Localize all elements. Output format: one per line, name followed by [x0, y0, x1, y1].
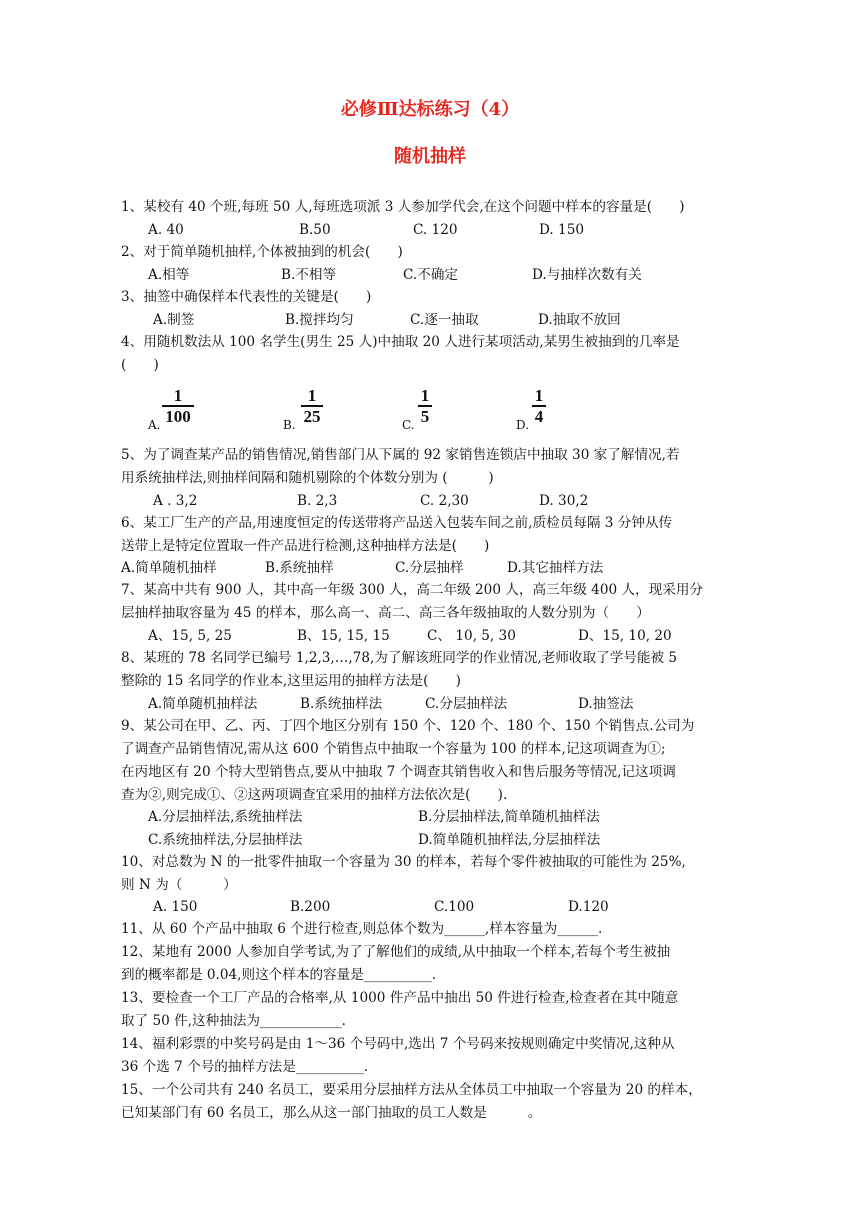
q10-option-a: A. 150 — [153, 899, 198, 915]
question-8: 8、某班的 78 名同学已编号 1,2,3,…,78,为了解该班同学的作业情况,老师收取了学号能被 5 — [121, 650, 678, 666]
q3-option-b: B.搅拌均匀 — [285, 312, 354, 328]
q4-option-a-fraction — [162, 387, 194, 427]
question-7-cont: 层抽样抽取容量为 45 的样本，那么高一、高二、高三各年级抽取的人数分别为（ ） — [121, 605, 650, 621]
question-14: 14、福利彩票的中奖号码是由 1～36 个号码中,选出 7 个号码来按规则确定中奖情况,这种从 — [121, 1036, 675, 1052]
q4-option-b-fraction — [301, 387, 323, 427]
question-6: 6、某工厂生产的产品,用速度恒定的传送带将产品送入包装车间之前,质检员每隔 3 分钟从传 — [121, 515, 673, 531]
question-15: 15、一个公司共有 240 名员工，要采用分层抽样方法从全体员工中抽取一个容量为 20 的样本， — [121, 1082, 702, 1098]
q4-option-c-fraction — [418, 387, 432, 427]
q10-option-b: B.200 — [290, 899, 331, 915]
q8-option-c: C.分层抽样法 — [425, 696, 508, 712]
q5-option-c: C. 2,30 — [420, 493, 469, 509]
fraction-numerator: 1 — [307, 386, 317, 405]
page-title: 必修Ⅲ达标练习（4） — [340, 99, 520, 120]
question-12-cont: 到的概率都是 0.04,则这个样本的容量是__________. — [121, 967, 437, 983]
q9-option-d: D.简单随机抽样法,分层抽样法 — [418, 832, 601, 848]
q7-option-b: B、15, 15, 15 — [297, 628, 390, 644]
fraction-numerator: 1 — [173, 386, 183, 405]
q3-option-a: A.制签 — [153, 312, 195, 328]
question-3: 3、抽签中确保样本代表性的关键是( ) — [121, 289, 372, 305]
q10-option-d: D.120 — [568, 899, 609, 915]
question-9-cont-1: 了调查产品销售情况,需从这 600 个销售点中抽取一个容量为 100 的样本,记这项调查为①; — [121, 741, 666, 757]
fraction-numerator: 1 — [534, 386, 544, 405]
q1-option-c: C. 120 — [413, 222, 458, 238]
question-2: 2、对于简单随机抽样,个体被抽到的机会( ) — [121, 244, 403, 260]
q4-option-a-label: A. — [148, 418, 161, 432]
q2-option-d: D.与抽样次数有关 — [532, 267, 642, 283]
q4-option-d-label: D. — [516, 418, 530, 432]
q4-option-d-fraction — [532, 387, 546, 427]
q10-option-c: C.100 — [434, 899, 475, 915]
question-8-cont: 整除的 15 名同学的作业本,这里运用的抽样方法是( ) — [121, 673, 461, 689]
fraction-denominator: 5 — [418, 405, 432, 427]
q6-option-c: C.分层抽样 — [395, 560, 464, 576]
fraction-numerator: 1 — [420, 386, 430, 405]
q6-option-b: B.系统抽样 — [265, 560, 334, 576]
question-4: 4、用随机数法从 100 名学生(男生 25 人)中抽取 20 人进行某项活动,某男生被抽到的几率是 — [121, 334, 680, 350]
q2-option-b: B.不相等 — [281, 267, 337, 283]
fraction-denominator: 4 — [532, 405, 546, 427]
question-11: 11、从 60 个产品中抽取 6 个进行检查,则总体个数为______,样本容量为______. — [121, 921, 603, 937]
q9-option-c: C.系统抽样法,分层抽样法 — [148, 832, 303, 848]
q5-option-a: A . 3,2 — [153, 493, 198, 509]
question-4-cont: ( ) — [121, 357, 159, 373]
fraction-denominator: 25 — [301, 405, 323, 427]
question-9: 9、某公司在甲、乙、丙、丁四个地区分别有 150 个、120 个、180 个、150 个销售点.公司为 — [121, 718, 695, 734]
q9-option-a: A.分层抽样法,系统抽样法 — [148, 809, 303, 825]
question-12: 12、某地有 2000 人参加自学考试,为了了解他们的成绩,从中抽取一个样本,若每个考生被抽 — [121, 944, 671, 960]
page-subtitle: 随机抽样 — [394, 146, 466, 167]
q5-option-b: B. 2,3 — [297, 493, 338, 509]
question-5-cont: 用系统抽样法,则抽样间隔和随机剔除的个体数分别为 ( ) — [121, 470, 494, 486]
question-5: 5、为了调查某产品的销售情况,销售部门从下属的 92 家销售连锁店中抽取 30 家了解情况,若 — [121, 447, 680, 463]
question-7: 7、某高中共有 900 人，其中高一年级 300 人，高二年级 200 人，高三年级 400 人，现采用分 — [121, 582, 703, 598]
q7-option-c: C、 10, 5, 30 — [427, 628, 516, 644]
question-15-cont: 已知某部门有 60 名员工，那么从这一部门抽取的员工人数是 。 — [121, 1105, 542, 1121]
question-9-cont-3: 查为②,则完成①、②这两项调查宜采用的抽样方法依次是( ). — [121, 787, 508, 803]
q9-option-b: B.分层抽样法,简单随机抽样法 — [418, 809, 600, 825]
q8-option-d: D.抽签法 — [578, 696, 634, 712]
q5-option-d: D. 30,2 — [539, 493, 589, 509]
q7-option-a: A、15, 5, 25 — [148, 628, 232, 644]
q3-option-d: D.抽取不放回 — [538, 312, 621, 328]
question-1: 1、某校有 40 个班,每班 50 人,每班选项派 3 人参加学代会,在这个问题中样本的容量是( ) — [121, 199, 685, 215]
q7-option-d: D、15, 10, 20 — [578, 628, 672, 644]
q8-option-a: A.简单随机抽样法 — [148, 696, 258, 712]
q2-option-c: C.不确定 — [403, 267, 459, 283]
q1-option-d: D. 150 — [539, 222, 585, 238]
question-14-cont: 36 个选 7 个号的抽样方法是__________. — [121, 1059, 369, 1075]
q2-option-a: A.相等 — [148, 267, 190, 283]
question-13: 13、要检查一个工厂产品的合格率,从 1000 件产品中抽出 50 件进行检查,检查者在其中随意 — [121, 990, 679, 1006]
question-6-cont: 送带上是特定位置取一件产品进行检测,这种抽样方法是( ) — [121, 538, 490, 554]
question-10: 10、对总数为 N 的一批零件抽取一个容量为 30 的样本，若每个零件被抽取的可能性为 25%, — [121, 854, 686, 870]
q1-option-a: A. 40 — [148, 222, 184, 238]
q8-option-b: B.系统抽样法 — [300, 696, 383, 712]
q6-option-d: D.其它抽样方法 — [507, 560, 604, 576]
q4-option-c-label: C. — [402, 418, 415, 432]
q3-option-c: C.逐一抽取 — [410, 312, 479, 328]
question-10-cont: 则 N 为（ ） — [121, 877, 237, 893]
q1-option-b: B.50 — [299, 222, 331, 238]
question-9-cont-2: 在丙地区有 20 个特大型销售点,要从中抽取 7 个调查其销售收入和售后服务等情况,记这项调 — [121, 764, 676, 780]
question-13-cont: 取了 50 件,这种抽法为____________. — [121, 1013, 346, 1029]
q4-option-b-label: B. — [283, 418, 296, 432]
fraction-denominator: 100 — [162, 405, 194, 427]
q6-option-a: A.简单随机抽样 — [121, 560, 217, 576]
